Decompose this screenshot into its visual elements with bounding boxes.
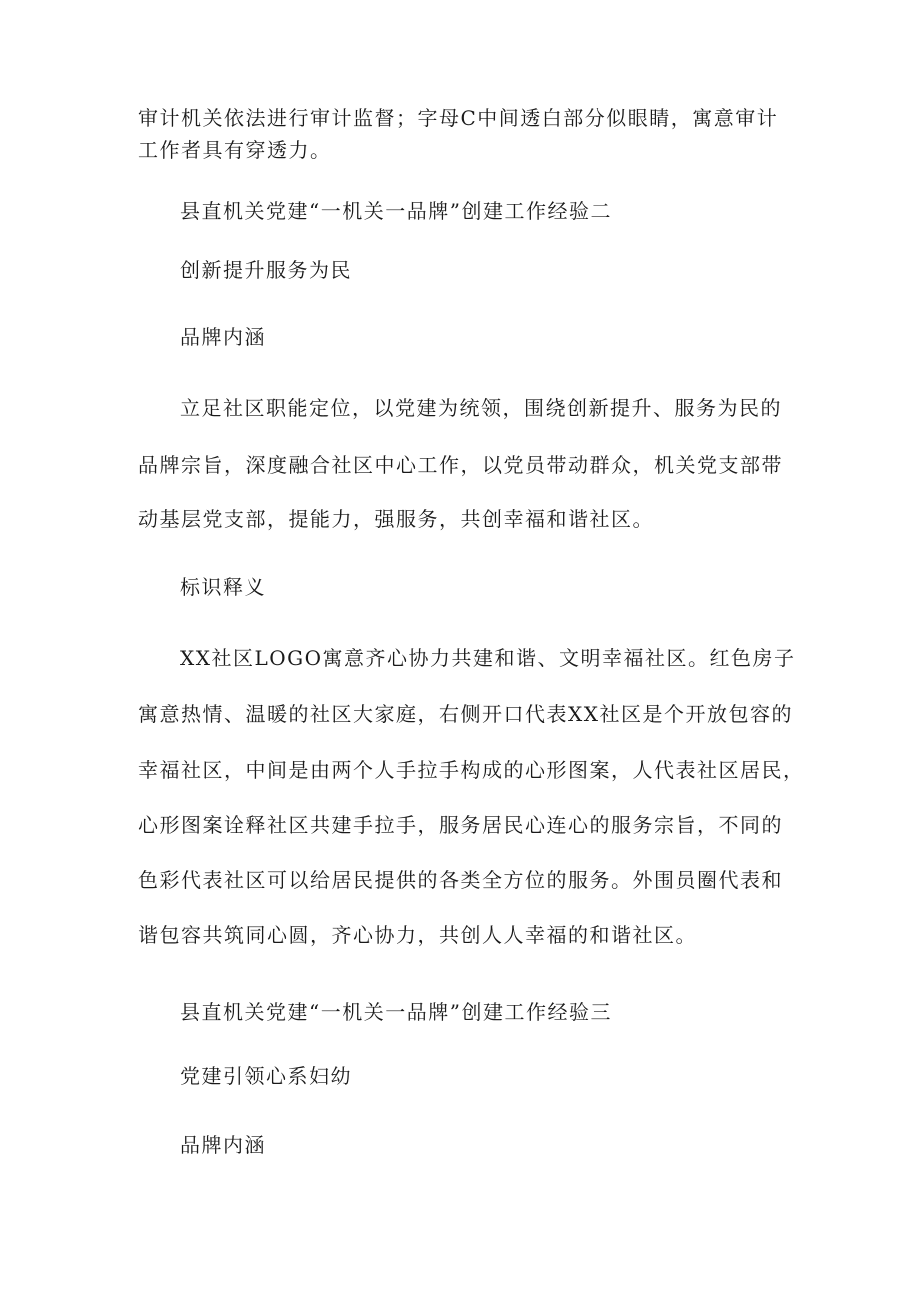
subheading: 标识释义 (180, 575, 266, 599)
paragraph-line: 谐包容共筑同心圆，齐心协力，共创人人幸福的和谐社区。 (138, 923, 697, 947)
subheading: 品牌内涵 (180, 325, 266, 349)
paragraph-line: 工作者具有穿透力。 (138, 138, 332, 162)
section-heading: 县直机关党建“一机关一品牌”创建工作经验二 (180, 199, 612, 223)
section-heading: 县直机关党建“一机关一品牌”创建工作经验三 (180, 1000, 612, 1024)
paragraph-line: 幸福社区，中间是由两个人手拉手构成的心形图案，人代表社区居民， (138, 758, 805, 782)
brand-name: 创新提升服务为民 (180, 258, 352, 282)
paragraph-line: 寓意热情、温暖的社区大家庭，右侧开口代表XX社区是个开放包容的 (138, 702, 793, 726)
paragraph-line: 动基层党支部，提能力，强服务，共创幸福和谐社区。 (138, 507, 654, 531)
paragraph-line: 心形图案诠释社区共建手拉手，服务居民心连心的服务宗旨，不同的 (138, 813, 783, 837)
paragraph-line: 色彩代表社区可以给居民提供的各类全方位的服务。外围员圈代表和 (138, 868, 783, 892)
paragraph-line: 立足社区职能定位，以党建为统领，围绕创新提升、服务为民的 (180, 396, 782, 420)
paragraph-line: 品牌宗旨，深度融合社区中心工作，以党员带动群众，机关党支部带 (138, 453, 783, 477)
brand-name: 党建引领心系妇幼 (180, 1064, 352, 1088)
paragraph-line: XX社区LOGO寓意齐心协力共建和谐、文明幸福社区。红色房子 (180, 646, 796, 670)
subheading: 品牌内涵 (180, 1133, 266, 1157)
paragraph-line: 审计机关依法进行审计监督；字母C中间透白部分似眼睛，寓意审计 (138, 106, 779, 130)
